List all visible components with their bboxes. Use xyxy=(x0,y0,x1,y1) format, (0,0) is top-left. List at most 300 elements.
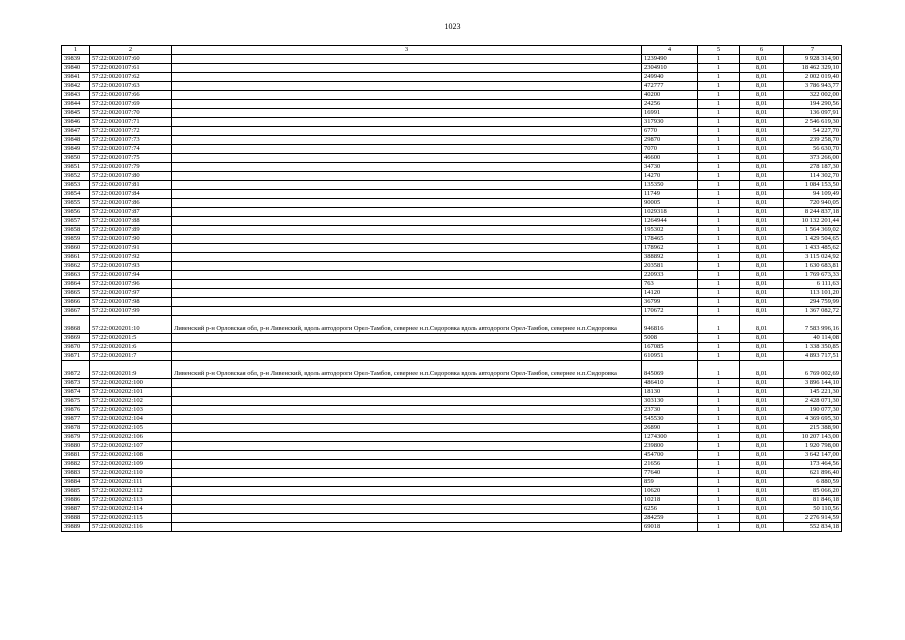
address xyxy=(172,109,642,118)
cadastral-number: 57:22:0020107:63 xyxy=(90,82,172,91)
table-row xyxy=(62,235,842,244)
table-row xyxy=(62,424,842,433)
cadastral-number: 57:22:0020107:75 xyxy=(90,154,172,163)
cadastral-number: 57:22:0020107:71 xyxy=(90,118,172,127)
area-value: 34730 xyxy=(642,163,698,172)
cadastral-value: 322 002,00 xyxy=(784,91,842,100)
row-number: 39886 xyxy=(62,496,90,505)
row-number: 39848 xyxy=(62,136,90,145)
cadastral-number: 57:22:0020107:73 xyxy=(90,136,172,145)
rate-value: 8,01 xyxy=(740,82,784,91)
rate-value: 8,01 xyxy=(740,127,784,136)
rate-value: 8,01 xyxy=(740,388,784,397)
rate-value: 8,01 xyxy=(740,55,784,64)
cadastral-value: 2 428 071,30 xyxy=(784,397,842,406)
row-number: 39874 xyxy=(62,388,90,397)
table-row xyxy=(62,379,842,388)
area-value: 135350 xyxy=(642,181,698,190)
type-code: 1 xyxy=(698,388,740,397)
cadastral-number: 57:22:0020202:101 xyxy=(90,388,172,397)
cadastral-number: 57:22:0020201:10 xyxy=(90,316,172,334)
type-code: 1 xyxy=(698,514,740,523)
type-code: 1 xyxy=(698,496,740,505)
table-row xyxy=(62,496,842,505)
cadastral-number: 57:22:0020107:70 xyxy=(90,109,172,118)
area-value: 29870 xyxy=(642,136,698,145)
table-row xyxy=(62,388,842,397)
row-number: 39850 xyxy=(62,154,90,163)
table-row xyxy=(62,280,842,289)
area-value: 167085 xyxy=(642,343,698,352)
row-number: 39841 xyxy=(62,73,90,82)
rate-value: 8,01 xyxy=(740,172,784,181)
address xyxy=(172,424,642,433)
cadastral-value: 720 940,05 xyxy=(784,199,842,208)
type-code: 1 xyxy=(698,469,740,478)
rate-value: 8,01 xyxy=(740,460,784,469)
row-number: 39868 xyxy=(62,316,90,334)
row-number: 39880 xyxy=(62,442,90,451)
type-code: 1 xyxy=(698,487,740,496)
address: Ливенский р-н Орловская обл, р-н Ливенский, вдоль автодороги Орел-Тамбов, севернее н.п.Сидоровка вдоль автодороги Орел-Тамбов, севернее н.п.Сидоровка xyxy=(172,361,642,379)
row-number: 39843 xyxy=(62,91,90,100)
address xyxy=(172,190,642,199)
area-value: 303130 xyxy=(642,397,698,406)
cadastral-value: 621 896,40 xyxy=(784,469,842,478)
type-code: 1 xyxy=(698,262,740,271)
rate-value: 8,01 xyxy=(740,496,784,505)
type-code: 1 xyxy=(698,208,740,217)
table-row xyxy=(62,253,842,262)
cadastral-number: 57:22:0020107:94 xyxy=(90,271,172,280)
address xyxy=(172,379,642,388)
rate-value: 8,01 xyxy=(740,487,784,496)
type-code: 1 xyxy=(698,127,740,136)
cadastral-number: 57:22:0020107:96 xyxy=(90,280,172,289)
cadastral-number: 57:22:0020202:112 xyxy=(90,487,172,496)
address xyxy=(172,280,642,289)
row-number: 39872 xyxy=(62,361,90,379)
area-value: 178465 xyxy=(642,235,698,244)
address xyxy=(172,64,642,73)
area-value: 610951 xyxy=(642,352,698,361)
cadastral-value: 294 759,99 xyxy=(784,298,842,307)
type-code: 1 xyxy=(698,253,740,262)
table-body xyxy=(62,55,842,532)
rate-value: 8,01 xyxy=(740,181,784,190)
table-row xyxy=(62,298,842,307)
area-value: 40200 xyxy=(642,91,698,100)
table-row xyxy=(62,64,842,73)
type-code: 1 xyxy=(698,181,740,190)
rate-value: 8,01 xyxy=(740,253,784,262)
area-value: 21656 xyxy=(642,460,698,469)
row-number: 39865 xyxy=(62,289,90,298)
type-code: 1 xyxy=(698,460,740,469)
table-row xyxy=(62,505,842,514)
type-code: 1 xyxy=(698,172,740,181)
cadastral-number: 57:22:0020202:110 xyxy=(90,469,172,478)
row-number: 39870 xyxy=(62,343,90,352)
cadastral-value: 4 893 717,51 xyxy=(784,352,842,361)
table-row xyxy=(62,271,842,280)
cadastral-value: 1 564 369,02 xyxy=(784,226,842,235)
row-number: 39877 xyxy=(62,415,90,424)
type-code: 1 xyxy=(698,217,740,226)
cadastral-number: 57:22:0020107:92 xyxy=(90,253,172,262)
area-value: 90005 xyxy=(642,199,698,208)
cadastral-value: 1 084 153,50 xyxy=(784,181,842,190)
row-number: 39873 xyxy=(62,379,90,388)
type-code: 1 xyxy=(698,136,740,145)
cadastral-number: 57:22:0020107:87 xyxy=(90,208,172,217)
rate-value: 8,01 xyxy=(740,163,784,172)
cadastral-value: 278 187,30 xyxy=(784,163,842,172)
area-value: 2304910 xyxy=(642,64,698,73)
type-code: 1 xyxy=(698,271,740,280)
row-number: 39882 xyxy=(62,460,90,469)
area-value: 7070 xyxy=(642,145,698,154)
type-code: 1 xyxy=(698,100,740,109)
rate-value: 8,01 xyxy=(740,379,784,388)
cadastral-number: 57:22:0020107:93 xyxy=(90,262,172,271)
address xyxy=(172,397,642,406)
address xyxy=(172,73,642,82)
table-row xyxy=(62,226,842,235)
cadastral-number: 57:22:0020107:72 xyxy=(90,127,172,136)
cadastral-value: 8 244 837,18 xyxy=(784,208,842,217)
address xyxy=(172,406,642,415)
row-number: 39869 xyxy=(62,334,90,343)
table-row xyxy=(62,100,842,109)
area-value: 14120 xyxy=(642,289,698,298)
cadastral-number: 57:22:0020202:111 xyxy=(90,478,172,487)
address xyxy=(172,514,642,523)
table-row xyxy=(62,91,842,100)
rate-value: 8,01 xyxy=(740,190,784,199)
cadastral-number: 57:22:0020202:102 xyxy=(90,397,172,406)
cadastral-value: 6 769 002,69 xyxy=(784,361,842,379)
area-value: 388892 xyxy=(642,253,698,262)
type-code: 1 xyxy=(698,343,740,352)
cadastral-value: 145 221,30 xyxy=(784,388,842,397)
type-code: 1 xyxy=(698,235,740,244)
table-row xyxy=(62,514,842,523)
column-header: 5 xyxy=(698,46,740,55)
rate-value: 8,01 xyxy=(740,397,784,406)
area-value: 239800 xyxy=(642,442,698,451)
address xyxy=(172,262,642,271)
column-header: 3 xyxy=(172,46,642,55)
type-code: 1 xyxy=(698,73,740,82)
cadastral-number: 57:22:0020202:103 xyxy=(90,406,172,415)
cadastral-number: 57:22:0020107:66 xyxy=(90,91,172,100)
area-value: 170672 xyxy=(642,307,698,316)
type-code: 1 xyxy=(698,55,740,64)
type-code: 1 xyxy=(698,505,740,514)
area-value: 36799 xyxy=(642,298,698,307)
area-value: 845069 xyxy=(642,361,698,379)
area-value: 1029318 xyxy=(642,208,698,217)
cadastral-number: 57:22:0020202:104 xyxy=(90,415,172,424)
table-row xyxy=(62,451,842,460)
cadastral-value: 1 630 683,81 xyxy=(784,262,842,271)
area-value: 1239490 xyxy=(642,55,698,64)
rate-value: 8,01 xyxy=(740,64,784,73)
type-code: 1 xyxy=(698,280,740,289)
type-code: 1 xyxy=(698,352,740,361)
type-code: 1 xyxy=(698,379,740,388)
area-value: 220933 xyxy=(642,271,698,280)
row-number: 39845 xyxy=(62,109,90,118)
cadastral-number: 57:22:0020107:69 xyxy=(90,100,172,109)
type-code: 1 xyxy=(698,406,740,415)
address xyxy=(172,307,642,316)
rate-value: 8,01 xyxy=(740,343,784,352)
rate-value: 8,01 xyxy=(740,442,784,451)
row-number: 39847 xyxy=(62,127,90,136)
area-value: 10218 xyxy=(642,496,698,505)
rate-value: 8,01 xyxy=(740,415,784,424)
row-number: 39875 xyxy=(62,397,90,406)
area-value: 16991 xyxy=(642,109,698,118)
cadastral-value: 10 132 201,44 xyxy=(784,217,842,226)
cadastral-value: 1 429 504,65 xyxy=(784,235,842,244)
row-number: 39860 xyxy=(62,244,90,253)
area-value: 46600 xyxy=(642,154,698,163)
type-code: 1 xyxy=(698,109,740,118)
column-header: 4 xyxy=(642,46,698,55)
cadastral-value: 4 369 695,30 xyxy=(784,415,842,424)
area-value: 1264944 xyxy=(642,217,698,226)
area-value: 284259 xyxy=(642,514,698,523)
cadastral-value: 190 077,30 xyxy=(784,406,842,415)
table-row xyxy=(62,109,842,118)
column-header: 7 xyxy=(784,46,842,55)
rate-value: 8,01 xyxy=(740,424,784,433)
cadastral-value: 2 546 619,30 xyxy=(784,118,842,127)
area-value: 6256 xyxy=(642,505,698,514)
address xyxy=(172,55,642,64)
area-value: 763 xyxy=(642,280,698,289)
address xyxy=(172,163,642,172)
area-value: 26890 xyxy=(642,424,698,433)
area-value: 859 xyxy=(642,478,698,487)
type-code: 1 xyxy=(698,244,740,253)
address xyxy=(172,253,642,262)
row-number: 39864 xyxy=(62,280,90,289)
type-code: 1 xyxy=(698,415,740,424)
address xyxy=(172,478,642,487)
rate-value: 8,01 xyxy=(740,280,784,289)
address xyxy=(172,289,642,298)
rate-value: 8,01 xyxy=(740,514,784,523)
type-code: 1 xyxy=(698,307,740,316)
rate-value: 8,01 xyxy=(740,118,784,127)
rate-value: 8,01 xyxy=(740,478,784,487)
row-number: 39863 xyxy=(62,271,90,280)
address xyxy=(172,154,642,163)
cadastral-value: 9 928 314,90 xyxy=(784,55,842,64)
cadastral-number: 57:22:0020202:109 xyxy=(90,460,172,469)
area-value: 14270 xyxy=(642,172,698,181)
address xyxy=(172,505,642,514)
rate-value: 8,01 xyxy=(740,145,784,154)
cadastral-value: 85 066,20 xyxy=(784,487,842,496)
area-value: 77640 xyxy=(642,469,698,478)
cadastral-number: 57:22:0020107:97 xyxy=(90,289,172,298)
land-registry-table xyxy=(61,45,842,532)
row-number: 39849 xyxy=(62,145,90,154)
cadastral-value: 7 583 996,16 xyxy=(784,316,842,334)
address xyxy=(172,523,642,532)
address xyxy=(172,496,642,505)
rate-value: 8,01 xyxy=(740,208,784,217)
cadastral-value: 114 302,70 xyxy=(784,172,842,181)
cadastral-value: 50 110,56 xyxy=(784,505,842,514)
table-row xyxy=(62,199,842,208)
table-row xyxy=(62,55,842,64)
cadastral-number: 57:22:0020107:60 xyxy=(90,55,172,64)
type-code: 1 xyxy=(698,289,740,298)
cadastral-value: 552 834,18 xyxy=(784,523,842,532)
cadastral-value: 3 115 024,92 xyxy=(784,253,842,262)
row-number: 39852 xyxy=(62,172,90,181)
address xyxy=(172,415,642,424)
area-value: 545530 xyxy=(642,415,698,424)
type-code: 1 xyxy=(698,163,740,172)
address xyxy=(172,334,642,343)
row-number: 39857 xyxy=(62,217,90,226)
cadastral-value: 81 846,18 xyxy=(784,496,842,505)
row-number: 39887 xyxy=(62,505,90,514)
table-row xyxy=(62,415,842,424)
area-value: 203581 xyxy=(642,262,698,271)
cadastral-number: 57:22:0020107:89 xyxy=(90,226,172,235)
cadastral-number: 57:22:0020202:105 xyxy=(90,424,172,433)
cadastral-value: 173 464,56 xyxy=(784,460,842,469)
type-code: 1 xyxy=(698,397,740,406)
rate-value: 8,01 xyxy=(740,226,784,235)
rate-value: 8,01 xyxy=(740,100,784,109)
rate-value: 8,01 xyxy=(740,334,784,343)
rate-value: 8,01 xyxy=(740,433,784,442)
rate-value: 8,01 xyxy=(740,307,784,316)
rate-value: 8,01 xyxy=(740,271,784,280)
cadastral-value: 40 114,08 xyxy=(784,334,842,343)
address xyxy=(172,226,642,235)
cadastral-number: 57:22:0020107:91 xyxy=(90,244,172,253)
table-row xyxy=(62,217,842,226)
cadastral-number: 57:22:0020201:5 xyxy=(90,334,172,343)
type-code: 1 xyxy=(698,433,740,442)
table-row xyxy=(62,208,842,217)
rate-value: 8,01 xyxy=(740,199,784,208)
address xyxy=(172,271,642,280)
table-row xyxy=(62,334,842,343)
area-value: 454700 xyxy=(642,451,698,460)
cadastral-number: 57:22:0020107:84 xyxy=(90,190,172,199)
type-code: 1 xyxy=(698,82,740,91)
table-row xyxy=(62,172,842,181)
cadastral-value: 3 786 943,77 xyxy=(784,82,842,91)
cadastral-value: 1 769 673,33 xyxy=(784,271,842,280)
type-code: 1 xyxy=(698,298,740,307)
row-number: 39858 xyxy=(62,226,90,235)
type-code: 1 xyxy=(698,199,740,208)
page-number: 1023 xyxy=(444,22,461,31)
table-row xyxy=(62,163,842,172)
cadastral-value: 113 101,20 xyxy=(784,289,842,298)
row-number: 39842 xyxy=(62,82,90,91)
row-number: 39862 xyxy=(62,262,90,271)
cadastral-number: 57:22:0020107:81 xyxy=(90,181,172,190)
cadastral-value: 54 227,70 xyxy=(784,127,842,136)
row-number: 39854 xyxy=(62,190,90,199)
cadastral-value: 1 338 350,85 xyxy=(784,343,842,352)
column-header: 2 xyxy=(90,46,172,55)
rate-value: 8,01 xyxy=(740,451,784,460)
address xyxy=(172,235,642,244)
type-code: 1 xyxy=(698,154,740,163)
table-row xyxy=(62,127,842,136)
address xyxy=(172,433,642,442)
row-number: 39840 xyxy=(62,64,90,73)
area-value: 69018 xyxy=(642,523,698,532)
row-number: 39884 xyxy=(62,478,90,487)
area-value: 249940 xyxy=(642,73,698,82)
rate-value: 8,01 xyxy=(740,136,784,145)
type-code: 1 xyxy=(698,226,740,235)
rate-value: 8,01 xyxy=(740,361,784,379)
cadastral-value: 2 002 019,40 xyxy=(784,73,842,82)
cadastral-value: 1 433 485,62 xyxy=(784,244,842,253)
address xyxy=(172,91,642,100)
table-row xyxy=(62,190,842,199)
table-row xyxy=(62,145,842,154)
type-code: 1 xyxy=(698,91,740,100)
cadastral-number: 57:22:0020201:7 xyxy=(90,352,172,361)
cadastral-value: 56 630,70 xyxy=(784,145,842,154)
rate-value: 8,01 xyxy=(740,91,784,100)
area-value: 178962 xyxy=(642,244,698,253)
rate-value: 8,01 xyxy=(740,298,784,307)
type-code: 1 xyxy=(698,424,740,433)
area-value: 946816 xyxy=(642,316,698,334)
cadastral-number: 57:22:0020107:61 xyxy=(90,64,172,73)
address xyxy=(172,460,642,469)
table-row xyxy=(62,316,842,334)
type-code: 1 xyxy=(698,316,740,334)
type-code: 1 xyxy=(698,442,740,451)
table-row xyxy=(62,361,842,379)
row-number: 39867 xyxy=(62,307,90,316)
area-value: 1274300 xyxy=(642,433,698,442)
cadastral-number: 57:22:0020107:79 xyxy=(90,163,172,172)
row-number: 39859 xyxy=(62,235,90,244)
type-code: 1 xyxy=(698,190,740,199)
row-number: 39878 xyxy=(62,424,90,433)
area-value: 24256 xyxy=(642,100,698,109)
address xyxy=(172,136,642,145)
address xyxy=(172,172,642,181)
area-value: 23730 xyxy=(642,406,698,415)
rate-value: 8,01 xyxy=(740,244,784,253)
area-value: 10620 xyxy=(642,487,698,496)
row-number: 39839 xyxy=(62,55,90,64)
cadastral-number: 57:22:0020107:98 xyxy=(90,298,172,307)
cadastral-number: 57:22:0020202:115 xyxy=(90,514,172,523)
